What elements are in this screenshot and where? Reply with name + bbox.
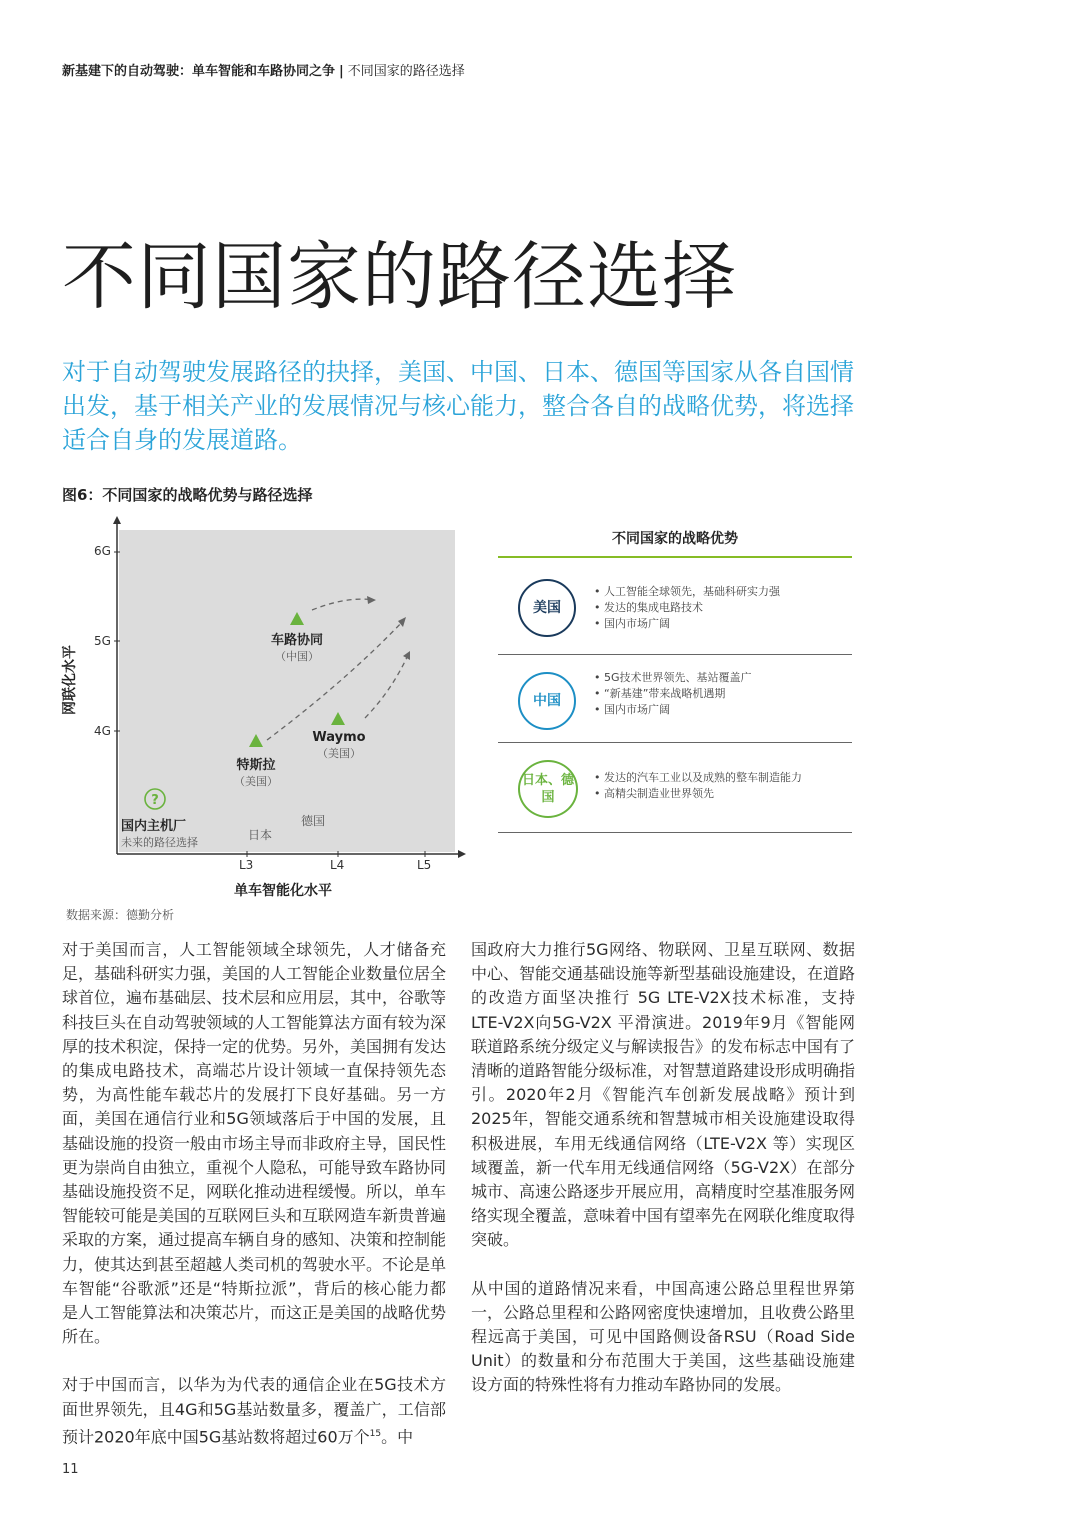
header-document-title: 新基建下的自动驾驶：单车智能和车路协同之争 [62,64,336,79]
body-paragraph [62,1373,446,1449]
advantage-row-china [498,656,852,743]
y-tick-label: 5G [94,634,111,648]
point-label-tesla [226,754,286,789]
body-column-right [471,938,855,1422]
advantage-list [594,770,802,802]
advantage-list [594,584,780,632]
country-badge-china: 中国 [518,672,576,730]
advantage-item: • 发达的集成电路技术 [594,600,780,616]
advantage-item: • 人工智能全球领先，基础科研实力强 [594,584,780,600]
advantage-item: • 5G技术世界领先、基站覆盖广 [594,670,752,686]
point-note: 未来的路径选择 [121,836,198,849]
figure-source: 数据来源：德勤分析 [66,908,175,922]
advantage-item: • 国内市场广阔 [594,616,780,632]
y-tick-label: 4G [94,724,111,738]
advantage-row-japan-germany [498,744,852,833]
advantages-divider [498,556,852,558]
point-name: 国内主机厂 [121,819,187,834]
advantage-list [594,670,752,718]
page-number: 11 [62,1462,79,1477]
point-label-vehicle-road [257,629,337,664]
country-badge-japan-germany: 日本、德国 [518,760,578,818]
point-country: （美国） [234,775,278,788]
x-tick-label: L4 [330,858,345,872]
advantage-item: • 发达的汽车工业以及成熟的整车制造能力 [594,770,802,786]
x-axis-title: 单车智能化水平 [234,883,332,899]
point-label-waymo [308,730,370,761]
header-separator: | [339,64,344,79]
x-tick-label: L3 [239,858,254,872]
body-text: 对于中国而言，以华为为代表的通信企业在5G技术方面世界领先，且4G和5G基站数量多，覆盖广，工信部预计2020年底中国5G基站数将超过60万个 [62,1375,446,1447]
japan-label: 日本 [248,828,273,842]
body-text: 。中 [381,1427,414,1447]
body-paragraph: 从中国的道路情况来看，中国高速公路总里程世界第一，公路总里程和公路网密度快速增加，且收费公路里程远高于美国，可见中国路侧设备RSU（Road Side Unit）的数量和分布范围大于美国，这些基础设施建设方面的特殊性将有力推动车路协同的发展。 [471,1278,856,1395]
running-header [62,60,465,79]
body-column-left [62,938,446,1473]
advantages-title: 不同国家的战略优势 [612,531,738,547]
advantage-item: • 国内市场广阔 [594,702,752,718]
svg-text:?: ? [151,793,159,808]
y-tick-label: 6G [94,544,111,558]
footnote-ref: 15 [369,1428,382,1439]
page-title: 不同国家的路径选择 [62,234,737,320]
point-name: 特斯拉 [236,758,276,773]
point-name: Waymo [312,730,366,745]
figure-title: 图6：不同国家的战略优势与路径选择 [62,486,313,504]
intro-paragraph: 对于自动驾驶发展路径的抉择，美国、中国、日本、德国等国家从各自国情出发，基于相关产业的发展情况与核心能力，整合各自的战略优势，将选择适合自身的发展道路。 [62,358,854,454]
advantage-item: • 高精尖制造业世界领先 [594,786,802,802]
positioning-chart [62,510,482,900]
germany-label: 德国 [301,814,326,828]
point-name: 车路协同 [270,633,323,648]
country-badge-usa: 美国 [518,579,576,637]
plot-area [119,530,455,852]
point-country: （美国） [317,747,361,760]
y-axis-title: 网联化水平 [62,645,78,715]
body-paragraph: 对于美国而言，人工智能领域全球领先，人才储备充足，基础科研实力强，美国的人工智能企业数量位居全球首位，遍布基础层、技术层和应用层，其中，谷歌等科技巨头在自动驾驶领域的人工智能算法方面有较为深厚的技术积淀，保持一定的优势。另外，美国拥有发达的集成电路技术，高端芯片设计领域一直保持领先态势，为高性能车载芯片的发展打下良好基础。另一方面，美国在通信行业和5G领域落后于中国的发展，且基础设施的投资一般由市场主导而非政府主导，国民性更为崇尚自由独立，重视个人隐私，可能导致车路协同基础设施投资不足，网联化推动进程缓慢。所以，单车智能较可能是美国的互联网巨头和互联网造车新贵普遍采取的方案，通过提高车辆自身的感知、决策和控制能力，使其达到甚至超越人类司机的驾驶水平。不论是单车智能“谷歌派”还是“特斯拉派”，背后的核心能力都是人工智能算法和决策芯片，而这正是美国的战略优势所在。 [62,940,447,1347]
header-section: 不同国家的路径选择 [347,64,465,79]
point-country: （中国） [275,650,319,663]
body-paragraph: 国政府大力推行5G网络、物联网、卫星互联网、数据中心、智能交通基础设施等新型基础设施建设，在道路的改造方面坚决推行 5G LTE-V2X技术标准，支持LTE-V2X向5G-V2X 平滑演进。2019年9月《智能网联道路系统分级定义与解读报告》的发布标志中国有了清晰的道路智能分级标准，对智慧道路建设形成明确指引。2020年2月《智能汽车创新发展战略》预计到2025年，智能交通系统和智慧城市相关设施建设取得积极进展，车用无线通信网络（LTE-V2X 等）实现区域覆盖，新一代车用无线通信网络（5G-V2X）在部分城市、高速公路逐步开展应用，高精度时空基准服务网络实现全覆盖，意味着中国有望率先在网联化维度取得突破。 [471,940,856,1250]
y-axis-arrow-icon [113,516,121,524]
x-tick-label: L5 [417,858,432,872]
x-axis-arrow-icon [458,850,466,858]
advantage-row-usa [498,560,852,655]
advantage-item: • “新基建”带来战略机遇期 [594,686,752,702]
point-label-domestic-oem [121,815,198,850]
